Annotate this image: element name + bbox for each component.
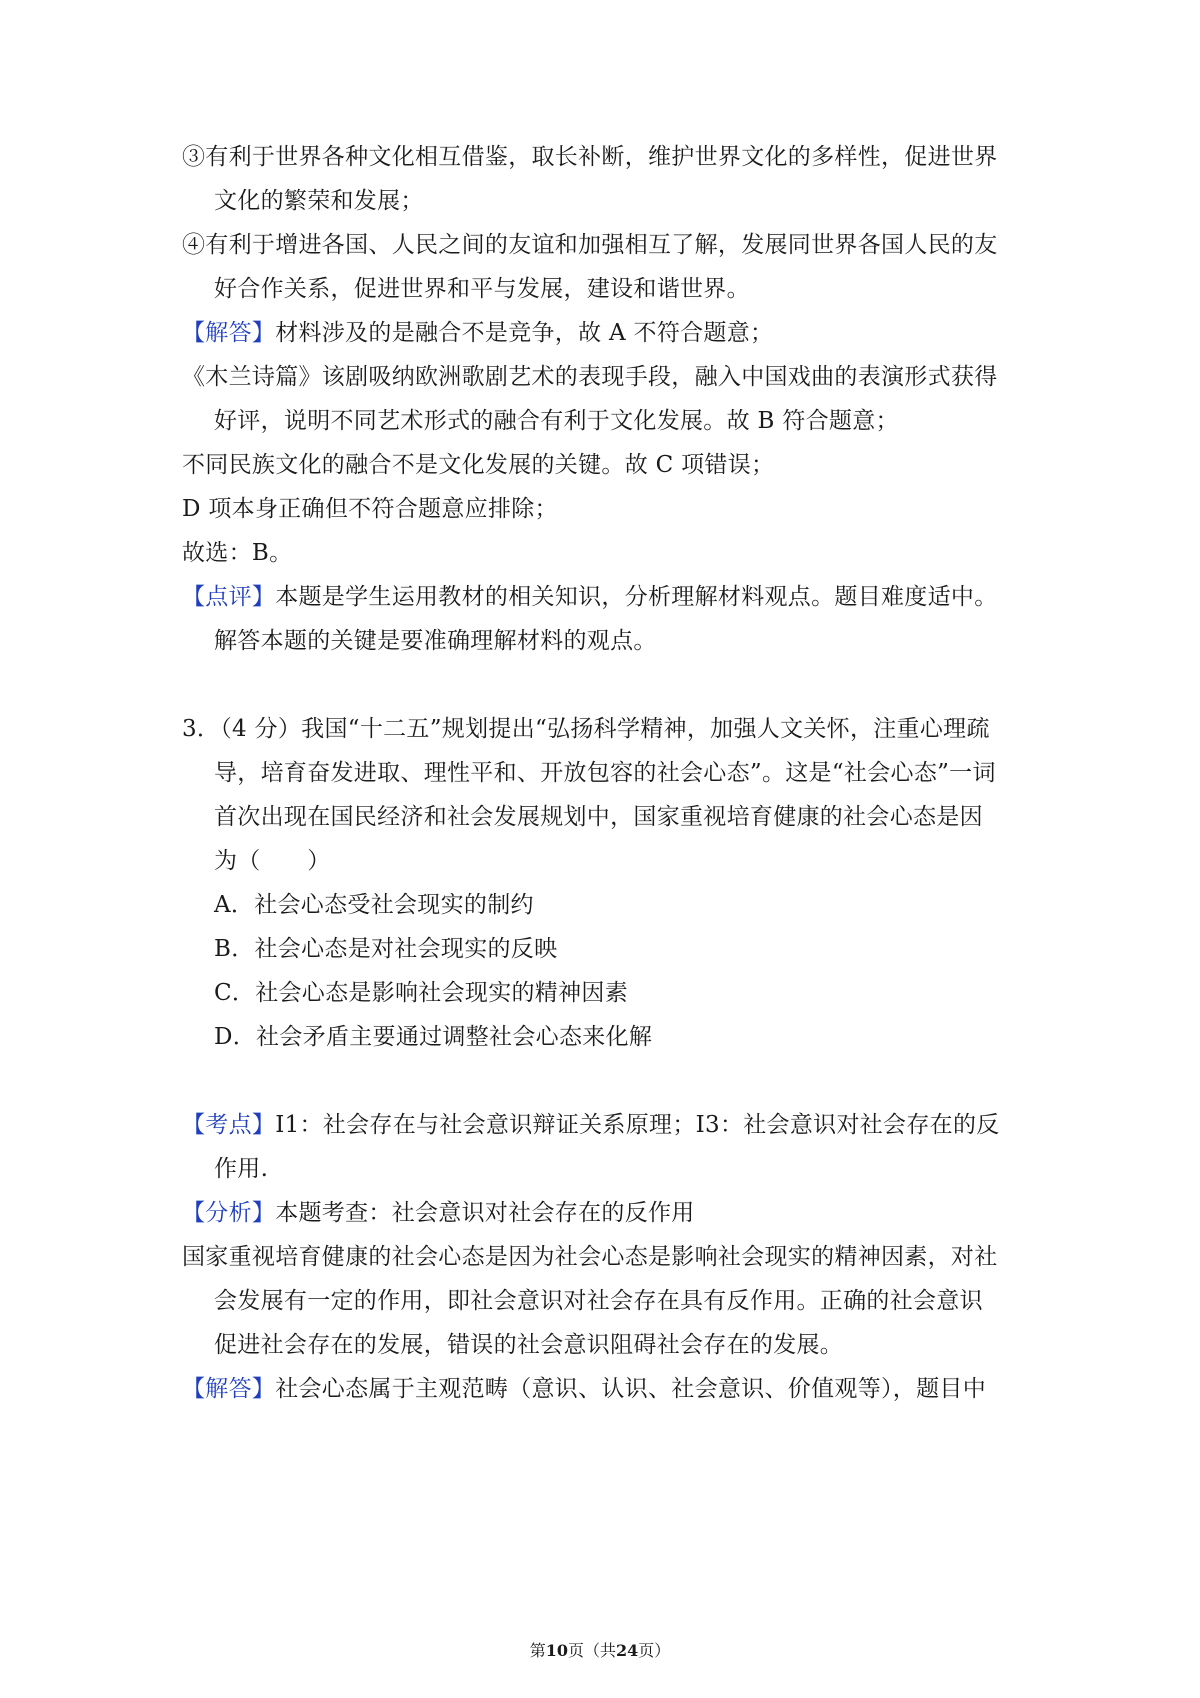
item-4-line-1: ④有利于增进各国、人民之间的友谊和加强相互了解，发展同世界各国人民的友 (182, 232, 998, 258)
question-3-line-4: 为（ ） (214, 848, 331, 874)
answer-2-line-4: 不同民族文化的融合不是文化发展的关键。故 C 项错误； (182, 452, 775, 478)
answer-2-line-6: 故选：B。 (182, 540, 293, 566)
question-3-line-2: 导，培育奋发进取、理性平和、开放包容的社会心态”。这是“社会心态”一词 (214, 760, 996, 786)
analysis-3-line-2: 国家重视培育健康的社会心态是因为社会心态是影响社会现实的精神因素，对社 (182, 1244, 998, 1270)
footer-current-page: 10 (545, 1641, 568, 1660)
analysis-3-line-3: 会发展有一定的作用，即社会意识对社会存在具有反作用。正确的社会意识 (214, 1288, 983, 1314)
review-2-line-1 (182, 582, 998, 612)
analysis-tag: 【分析】 (182, 1200, 276, 1226)
footer-middle: 页（共 (567, 1641, 616, 1660)
item-3-line-2: 文化的繁荣和发展； (214, 188, 424, 214)
review-2-text: 本题是学生运用教材的相关知识，分析理解材料观点。题目难度适中。 (275, 584, 998, 610)
answer-tag: 【解答】 (182, 320, 276, 346)
option-a: A．社会心态受社会现实的制约 (214, 892, 534, 918)
answer-2-line-3: 好评，说明不同艺术形式的融合有利于文化发展。故 B 符合题意； (214, 408, 899, 434)
question-3-line-3: 首次出现在国民经济和社会发展规划中，国家重视培育健康的社会心态是因 (214, 804, 983, 830)
analysis-3-line-1 (182, 1198, 695, 1228)
item-4-line-2: 好合作关系，促进世界和平与发展，建设和谐世界。 (214, 276, 750, 302)
option-b: B．社会心态是对社会现实的反映 (214, 936, 558, 962)
kaodian-tag: 【考点】 (182, 1112, 276, 1138)
answer-2-line-2: 《木兰诗篇》该剧吸纳欧洲歌剧艺术的表现手段，融入中国戏曲的表演形式获得 (182, 364, 998, 390)
analysis-3-line-4: 促进社会存在的发展，错误的社会意识阻碍社会存在的发展。 (214, 1332, 844, 1358)
page-footer (0, 1640, 1200, 1662)
footer-suffix: 页） (638, 1641, 671, 1660)
kaodian-3-line-2: 作用. (214, 1156, 269, 1182)
footer-total-pages: 24 (616, 1641, 639, 1660)
question-3-line-1: 3．（4 分）我国“十二五”规划提出“弘扬科学精神，加强人文关怀，注重心理疏 (182, 716, 990, 742)
answer-2-text: 材料涉及的是融合不是竞争，故 A 不符合题意； (275, 320, 774, 346)
analysis-3-text: 本题考查：社会意识对社会存在的反作用 (275, 1200, 695, 1226)
review-2-line-2: 解答本题的关键是要准确理解材料的观点。 (214, 628, 657, 654)
answer-tag: 【解答】 (182, 1376, 276, 1402)
item-3-line-1: ③有利于世界各种文化相互借鉴，取长补断，维护世界文化的多样性，促进世界 (182, 144, 998, 170)
option-c: C．社会心态是影响社会现实的精神因素 (214, 980, 628, 1006)
answer-2-line-1 (182, 318, 773, 348)
kaodian-3-line-1 (182, 1110, 1000, 1140)
kaodian-3-text: I1：社会存在与社会意识辩证关系原理；I3：社会意识对社会存在的反 (275, 1112, 1000, 1138)
review-tag: 【点评】 (182, 584, 276, 610)
answer-2-line-5: D 项本身正确但不符合题意应排除； (182, 496, 558, 522)
footer-prefix: 第 (529, 1641, 546, 1660)
answer-3-text: 社会心态属于主观范畴（意识、认识、社会意识、价值观等），题目中 (275, 1376, 987, 1402)
option-d: D．社会矛盾主要通过调整社会心态来化解 (214, 1024, 653, 1050)
answer-3-line-1 (182, 1374, 986, 1404)
